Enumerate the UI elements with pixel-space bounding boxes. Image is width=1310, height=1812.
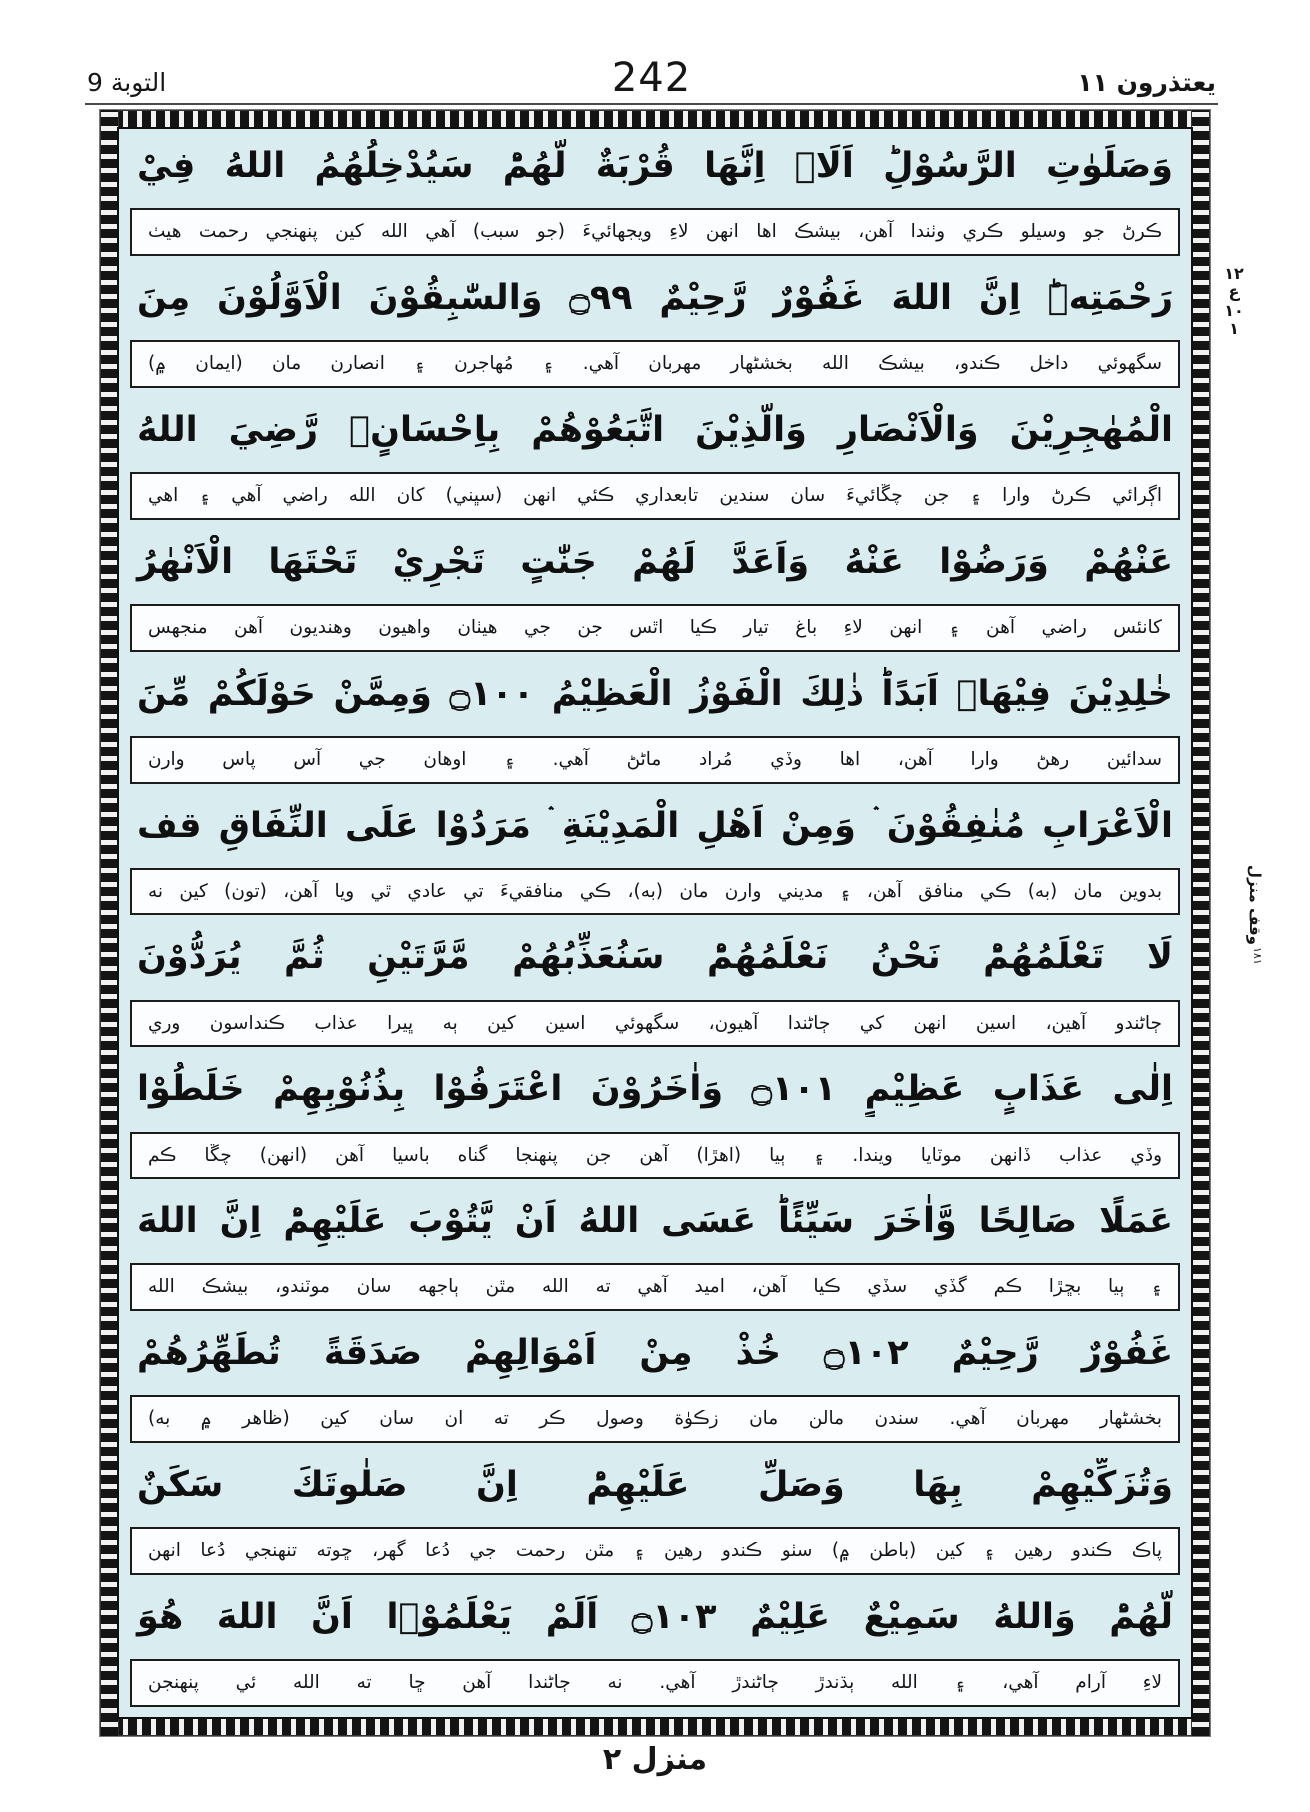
arabic-ayah-line: خٰلِدِيْنَ فِيْهَاۤ اَبَدًاؕ ذٰلِكَ الْفَوْزُ الْعَظِيْمُ ۝١٠٠ وَمِمَّنْ حَوْلَكُمْ مِّنَ: [137, 673, 1173, 714]
arabic-ayah-line: لَا تَعْلَمُهُمْؕ نَحْنُ نَعْلَمُهُمْؕ سَنُعَذِّبُهُمْ مَّرَّتَيْنِ ثُمَّ يُرَدُّوْنَ: [137, 937, 1173, 978]
arabic-ayah-line: وَصَلَوٰتِ الرَّسُوْلِؕ اَلَاۤ اِنَّهَا قُرْبَةٌ لَّهُمْؕ سَيُدْخِلُهُمُ اللهُ فِيْ: [137, 146, 1173, 186]
sindhi-translation-line: بدوين مان (به) ڪي منافق آهن، ۽ مديني وارن مان (به)، ڪي منافقيءَ تي عادي ٿي ويا آهن، (تون) کين نه: [130, 868, 1180, 916]
surah-name-header: التوبة 9: [87, 68, 167, 97]
sindhi-translation-line: وڏي عذاب ڏانهن موٽايا ويندا. ۽ ٻيا (اهڙا) آهن جن پنهنجا گناه باسيا آهن (انهن) چڱا ڪم: [130, 1132, 1180, 1180]
manzil-footer-label: منزل ٢: [602, 1742, 708, 1777]
border-edge-right: [1191, 110, 1210, 1736]
ruku-ain-symbol: ع: [1228, 282, 1240, 302]
sindhi-translation-line: کانئس راضي آهن ۽ انهن لاءِ باغ تيار ڪيا اٿس جن جي هيٺان واهيون وهنديون آهن منجهس: [130, 604, 1180, 652]
arabic-ayah-line: غَفُوْرٌ رَّحِيْمٌ ۝١٠٢ خُذْ مِنْ اَمْوَالِهِمْ صَدَقَةً تُطَهِّرُهُمْ: [137, 1333, 1173, 1374]
juz-name-header: يعتذرون ١١: [1077, 68, 1216, 97]
arabic-ayah-line: اِلٰى عَذَابٍ عَظِيْمٍ ۝١٠١ وَاٰخَرُوْنَ اعْتَرَفُوْا بِذُنُوْبِهِمْ خَلَطُوْا: [137, 1069, 1173, 1110]
waqf-manzil-margin-note: [1212, 735, 1264, 965]
ruku-number-top: ١٢: [1224, 264, 1244, 283]
sindhi-translation-line: سگهوئي داخل ڪندو، بيشڪ الله بخشڻهار مهربان آهي. ۽ مُهاجرن ۽ انصارن مان (ايمان ۾): [130, 340, 1180, 388]
sindhi-translation-line: ڪرڻ جو وسيلو ڪري وٺندا آهن، بيشڪ اها انهن لاءِ ويجهائيءَ (جو سبب) آهي الله کين پنهنجي رحمت هيٺ: [130, 208, 1180, 256]
border-edge-bottom: [100, 1717, 1210, 1736]
waqf-note-small-text: ١٨١: [1251, 947, 1264, 965]
ruku-number-middle: ١٠: [1224, 300, 1244, 320]
ruku-margin-marker: [1212, 265, 1256, 339]
page-number: 242: [611, 55, 692, 101]
arabic-ayah-line: لَّهُمْؕ وَاللهُ سَمِيْعٌ عَلِيْمٌ ۝١٠٣ اَلَمْ يَعْلَمُوْۤا اَنَّ اللهَ هُوَ: [137, 1596, 1173, 1637]
decorative-chain-border: [100, 110, 1210, 1736]
ruku-number-bottom: ١: [1229, 319, 1239, 339]
page-header: [85, 50, 1218, 105]
mushaf-text-area: [117, 127, 1193, 1719]
sindhi-translation-line: ۽ ٻيا بڇڙا ڪم گڏي سڏي ڪيا آهن، اميد آهي ته الله مٿن ٻاجهه سان موٽندو، بيشڪ الله: [130, 1263, 1180, 1311]
sindhi-translation-line: لاءِ آرام آهي، ۽ الله ٻڌندڙ ڄاڻندڙ آهي. نه ڄاڻندا آهن ڇا ته الله ئي پنهنجن: [130, 1659, 1180, 1707]
arabic-ayah-line: الْمُهٰجِرِيْنَ وَالْاَنْصَارِ وَالَّذِيْنَ اتَّبَعُوْهُمْ بِاِحْسَانٍۙ رَّضِيَ اللهُ: [137, 409, 1173, 450]
arabic-ayah-line: عَنْهُمْ وَرَضُوْا عَنْهُ وَاَعَدَّ لَهُمْ جَنّٰتٍ تَجْرِيْ تَحْتَهَا الْاَنْهٰرُ: [137, 541, 1173, 582]
waqf-note-main-text: وقف منزل: [1246, 865, 1264, 946]
sindhi-translation-line: اڳرائي ڪرڻ وارا ۽ جن چڱائيءَ سان سندين تابعداري ڪئي انهن (سڀني) کان الله راضي آهي ۽ اهي: [130, 472, 1180, 520]
arabic-ayah-line: وَتُزَكِّيْهِمْ بِهَا وَصَلِّ عَلَيْهِمْؕ اِنَّ صَلٰوتَكَ سَكَنٌ: [137, 1465, 1173, 1506]
sindhi-translation-line: سدائين رهڻ وارا آهن، اها وڏي مُراد ماڻڻ آهي. ۽ اوهان جي آس پاس وارن: [130, 736, 1180, 784]
arabic-ayah-line: رَحْمَتِهٖؕ اِنَّ اللهَ غَفُوْرٌ رَّحِيْمٌ ۝٩٩ وَالسّٰبِقُوْنَ الْاَوَّلُوْنَ مِنَ: [137, 277, 1173, 318]
sindhi-translation-line: ڄاڻندو آهين، اسين انهن کي ڄاڻندا آهيون، سگهوئي اسين کين ٻه ڀيرا عذاب ڪنداسون وري: [130, 1000, 1180, 1048]
sindhi-translation-line: بخشڻهار مهربان آهي. سندن مالن مان زڪوٰة وصول ڪر ته ان سان کين (ظاهر ۾ به): [130, 1395, 1180, 1443]
arabic-ayah-line: عَمَلًا صَالِحًا وَّاٰخَرَ سَيِّئًاؕ عَسَى اللهُ اَنْ يَّتُوْبَ عَلَيْهِمْؕ اِنَّ اللهَ: [137, 1201, 1173, 1242]
sindhi-translation-line: پاڪ ڪندو رهين ۽ کين (باطن ۾) سٺو ڪندو رهين ۽ مٿن رحمت جي دُعا گهر، ڇوته تنهنجي دُعا انهن: [130, 1527, 1180, 1575]
arabic-ayah-line: الْاَعْرَابِ مُنٰفِقُوْنَ ۛ وَمِنْ اَهْلِ الْمَدِيْنَةِ ۛ مَرَدُوْا عَلَى النِّفَاقِ قف: [137, 805, 1173, 846]
